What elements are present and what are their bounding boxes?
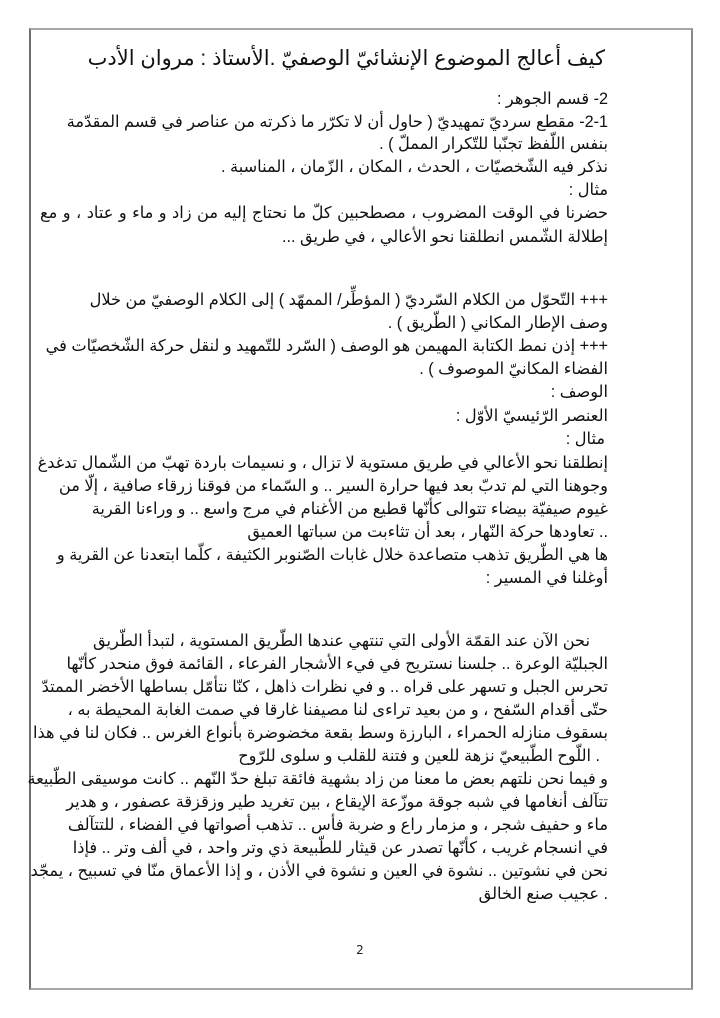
example-1-line-2: إطلالة الشّمس انطلقنا نحو الأعالي ، في طريق ... xyxy=(282,228,608,246)
document-title: كيف أعالج الموضوع الإنشائيّ الوصفيّ . xyxy=(269,47,605,70)
author-name: الأستاذ : مروان الأدب xyxy=(87,47,270,70)
note-1-line-2: وصف الإطار المكاني ( الطّريق ) . xyxy=(387,314,608,332)
page-number: 2 xyxy=(356,943,364,957)
paragraph-4-line-2: تتآلف أنغامها في شبه جوقة موزّعة الإيقاع ، بين تغريد طير وزقزقة عصفور ، و هدير xyxy=(66,793,608,811)
paragraph-3-line-6: . اللّوح الطّبيعيّ نزهة للعين و فتنة للقلب و سلوى للرّوح xyxy=(238,747,600,765)
paragraph-4-line-4: في انسجام غريب ، كأنّها تصدر عن قيثار للطّبيعة ذي وتر واحد ، في ألف وتر .. فإذا xyxy=(72,839,608,857)
paragraph-4-line-6: . عجيب صنع الخالق xyxy=(478,885,608,903)
example-label-2: مثال : xyxy=(565,430,605,448)
example-1-line-1: حضرنا في الوقت المضروب ، مصطحبين كلّ ما نحتاج إليه من زاد و ماء و عتاد ، و مع xyxy=(40,204,608,222)
elements-line: نذكر فيه الشّخصيّات ، الحدث ، المكان ، الزّمان ، المناسبة . xyxy=(221,158,608,176)
paragraph-3-line-3: تحرس الجبل و تسهر على قراه .. و في نظرات ذاهل ، كنّا نتأمّل بساطها الأخضر الممتدّ xyxy=(41,678,608,696)
paragraph-3-line-5: بسقوف منازله الحمراء ، البارزة وسط بقعة مخضوضرة بأنواع الغرس .. فكان لنا في هذا xyxy=(32,724,608,742)
paragraph-4-line-3: ماء و حفيف شجر ، و مزمار راع و ضربة فأس .. تذهب أصواتها في الفضاء ، للتتآلف xyxy=(67,816,608,834)
subsection-line-1: 2-1- مقطع سرديّ تمهيديّ ( حاول أن لا تكرّر ما ذكرته من عناصر في قسم المقدّمة xyxy=(66,113,608,131)
paragraph-4-line-5: نحن في نشوتين .. نشوة في العين و نشوة في الأذن ، و إذا الأعماق منّا في تسبيح ، يمجّد xyxy=(30,862,608,880)
paragraph-4-line-1: و فيما نحن نلتهم بعض ما معنا من زاد بشهية فائقة تبلغ حدّ النّهم .. كانت موسيقى الطّبيعة xyxy=(27,770,608,788)
section-heading: 2- قسم الجوهر : xyxy=(496,90,608,108)
paragraph-3-line-4: حتّى أقدام السّفح ، و من بعيد تراءى لنا مصيفنا غارقا في صمت الغابة المحيطة به ، xyxy=(67,701,608,719)
note-2-line-1: +++ إذن نمط الكتابة المهيمن هو الوصف ( السّرد للتّمهيد و لنقل حركة الشّخصيّات في xyxy=(45,337,608,355)
document-header xyxy=(88,44,605,76)
example-label-1: مثال : xyxy=(568,181,608,199)
example-2-line-1: إنطلقنا نحو الأعالي في طريق مستوية لا تزال ، و نسيمات باردة تهبّ من الشّمال تدغدغ xyxy=(37,454,608,472)
paragraph-3-line-2: الجبليّة الوعرة .. جلسنا نستريح في فيء الأشجار الفرعاء ، القائمة فوق منحدر كأنّها xyxy=(66,655,608,673)
note-1-line-1: +++ التّحوّل من الكلام السّرديّ ( المؤطِّر/ الممهّد ) إلى الكلام الوصفيّ من خلال xyxy=(89,291,608,309)
example-2-line-2: وجوهنا التي لم تدبّ بعد فيها حرارة السير .. و السّماء من فوقنا زرقاء صافية ، إلّا من xyxy=(58,477,608,495)
example-2-line-3: غيوم صيفيّة بيضاء تتوالى كأنّها قطيع من الأغنام في مرج واسع .. و وراءنا القرية xyxy=(91,500,608,518)
example-2-line-4: .. تعاودها حركة النّهار ، بعد أن تثاءبت من سباتها العميق xyxy=(247,523,608,541)
example-2-line-6: أوغلنا في المسير : xyxy=(485,569,608,587)
example-2-line-5: ها هي الطّريق تذهب متصاعدة خلال غابات الصّنوبر الكثيفة ، كلّما ابتعدنا عن القرية و xyxy=(56,546,608,564)
first-element-label: العنصر الرّئيسيّ الأوّل : xyxy=(455,407,608,425)
subsection-line-2: بنفس اللّفظ تجنّبا للتّكرار المملّ ) . xyxy=(379,135,608,153)
description-label: الوصف : xyxy=(550,383,608,401)
note-2-line-2: الفضاء المكانيّ الموصوف ) . xyxy=(419,360,608,378)
paragraph-3-line-1: نحن الآن عند القمّة الأولى التي تنتهي عندها الطّريق المستوية ، لتبدأ الطّريق xyxy=(93,632,590,650)
